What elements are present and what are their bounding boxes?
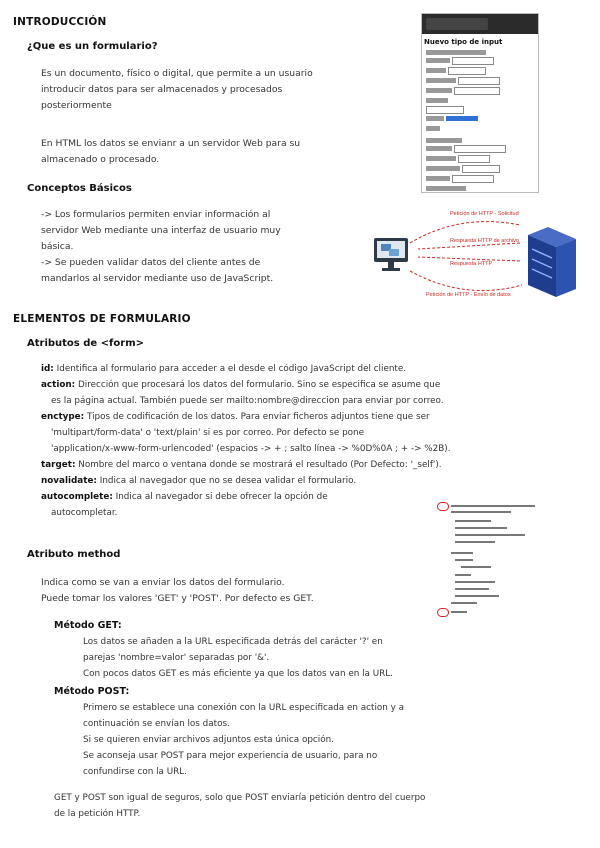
- attr-target: [41, 457, 596, 473]
- basics-line: mandarlos al servidor mediante uso de JavaScript.: [41, 273, 274, 284]
- get-method-heading: Método GET:: [54, 620, 122, 631]
- attr-desc: 'multipart/form-data' o 'text/plain' si es por correo. Por defecto se pone: [51, 428, 365, 438]
- intro-p1-line: Es un documento, físico o digital, que permite a un usuario: [41, 68, 313, 79]
- method-intro: [41, 575, 314, 607]
- computer-icon: [374, 238, 408, 271]
- attr-key: id:: [41, 364, 54, 374]
- elements-heading: ELEMENTOS DE FORMULARIO: [13, 313, 191, 325]
- intro-heading: INTRODUCCIÓN: [13, 16, 107, 28]
- post-method-heading: Método POST:: [54, 686, 130, 697]
- form-code-screenshot: [437, 500, 541, 618]
- basics-line: servidor Web mediante una interfaz de usuario muy: [41, 225, 281, 236]
- attr-enctype: [41, 409, 596, 425]
- post-line: Si se quieren enviar archivos adjuntos esta única opción.: [83, 735, 334, 745]
- basics-line: -> Se pueden validar datos del cliente antes de: [41, 257, 261, 268]
- browser-titlebar: [422, 14, 538, 34]
- method-heading: Atributo method: [27, 549, 121, 560]
- post-line: Se aconseja usar POST para mejor experiencia de usuario, para no: [83, 751, 378, 761]
- intro-paragraph-1: [41, 66, 313, 114]
- attr-key: action:: [41, 380, 76, 390]
- intro-p1-line: posteriormente: [41, 100, 112, 111]
- post-line: confundirse con la URL.: [83, 767, 187, 777]
- attr-desc: 'application/x-www-form-urlencoded' (espacios -> + ; salto línea -> %0D%0A ; + -> %2B).: [51, 444, 451, 454]
- form-attributes-heading: Atributos de <form>: [27, 338, 144, 349]
- attr-desc: Indica al navegador que no se desea validar el formulario.: [96, 476, 357, 486]
- screenshot-heading: Nuevo tipo de input: [424, 38, 503, 46]
- post-method-text: [83, 700, 404, 780]
- intro-question: ¿Que es un formulario?: [27, 41, 158, 52]
- attr-desc: autocompletar.: [51, 508, 118, 518]
- attr-key: enctype:: [41, 412, 85, 422]
- attr-autocomplete: [41, 489, 431, 505]
- client-server-diagram: [370, 205, 582, 300]
- diagram-label-mid2: Respuesta HTTP: [450, 261, 493, 267]
- attr-desc: Indica al navegador si debe ofrecer la opción de: [112, 492, 328, 502]
- attr-novalidate: [41, 473, 596, 489]
- attributes-list: [41, 361, 596, 521]
- attr-key: novalidate:: [41, 476, 97, 486]
- conclusion-line: GET y POST son igual de seguros, solo que POST enviaría petición dentro del cuerpo: [54, 793, 426, 803]
- attr-desc: Dirección que procesará los datos del formulario. Sino se especifica se asume que: [75, 380, 441, 390]
- form-example-screenshot: [421, 13, 539, 193]
- basics-heading: Conceptos Básicos: [27, 183, 132, 194]
- intro-paragraph-2: [41, 136, 300, 168]
- attr-action: [41, 377, 596, 393]
- arrow-send: [410, 271, 522, 291]
- conclusion-line: de la petición HTTP.: [54, 809, 141, 819]
- get-line: Los datos se añaden a la URL especificada detrás del carácter '?' en: [83, 637, 383, 647]
- basics-text: [41, 207, 281, 287]
- attr-key: target:: [41, 460, 76, 470]
- diagram-label-top: Petición de HTTP - Solicitud: [450, 211, 519, 217]
- attr-desc: Tipos de codificación de los datos. Para enviar ficheros adjuntos tiene que ser: [84, 412, 430, 422]
- attr-desc: es la página actual. También puede ser mailto:nombre@direccion para enviar por correo.: [51, 396, 444, 406]
- browser-tab: [426, 18, 488, 30]
- intro-p2-line: En HTML los datos se envianr a un servidor Web para su: [41, 138, 301, 149]
- basics-line: básica.: [41, 241, 74, 252]
- attr-key: autocomplete:: [41, 492, 113, 502]
- diagram-label-bottom: Petición de HTTP - Envío de datos: [426, 292, 511, 298]
- attr-desc: Nombre del marco o ventana donde se mostrará el resultado (Por Defecto: '_self').: [75, 460, 442, 470]
- post-line: Primero se establece una conexión con la URL especificada en action y a: [83, 703, 405, 713]
- basics-line: -> Los formularios permiten enviar información al: [41, 209, 271, 220]
- method-conclusion: [54, 790, 425, 822]
- get-method-text: [83, 634, 393, 682]
- method-line: Indica como se van a enviar los datos del formulario.: [41, 577, 285, 588]
- server-icon: [528, 227, 576, 297]
- attr-desc: Identifica al formulario para acceder a el desde el código JavaScript del cliente.: [53, 364, 407, 374]
- get-line: parejas 'nombre=valor' separadas por '&'.: [83, 653, 270, 663]
- post-line: continuación se envían los datos.: [83, 719, 230, 729]
- diagram-label-mid1: Respuesta HTTP de archivo: [450, 238, 519, 244]
- intro-p1-line: introducir datos para ser almacenados y procesados: [41, 84, 283, 95]
- attr-id: [41, 361, 596, 377]
- intro-p2-line: almacenado o procesado.: [41, 154, 160, 165]
- get-line: Con pocos datos GET es más eficiente ya que los datos van en la URL.: [83, 669, 393, 679]
- method-line: Puede tomar los valores 'GET' y 'POST'. Por defecto es GET.: [41, 593, 314, 604]
